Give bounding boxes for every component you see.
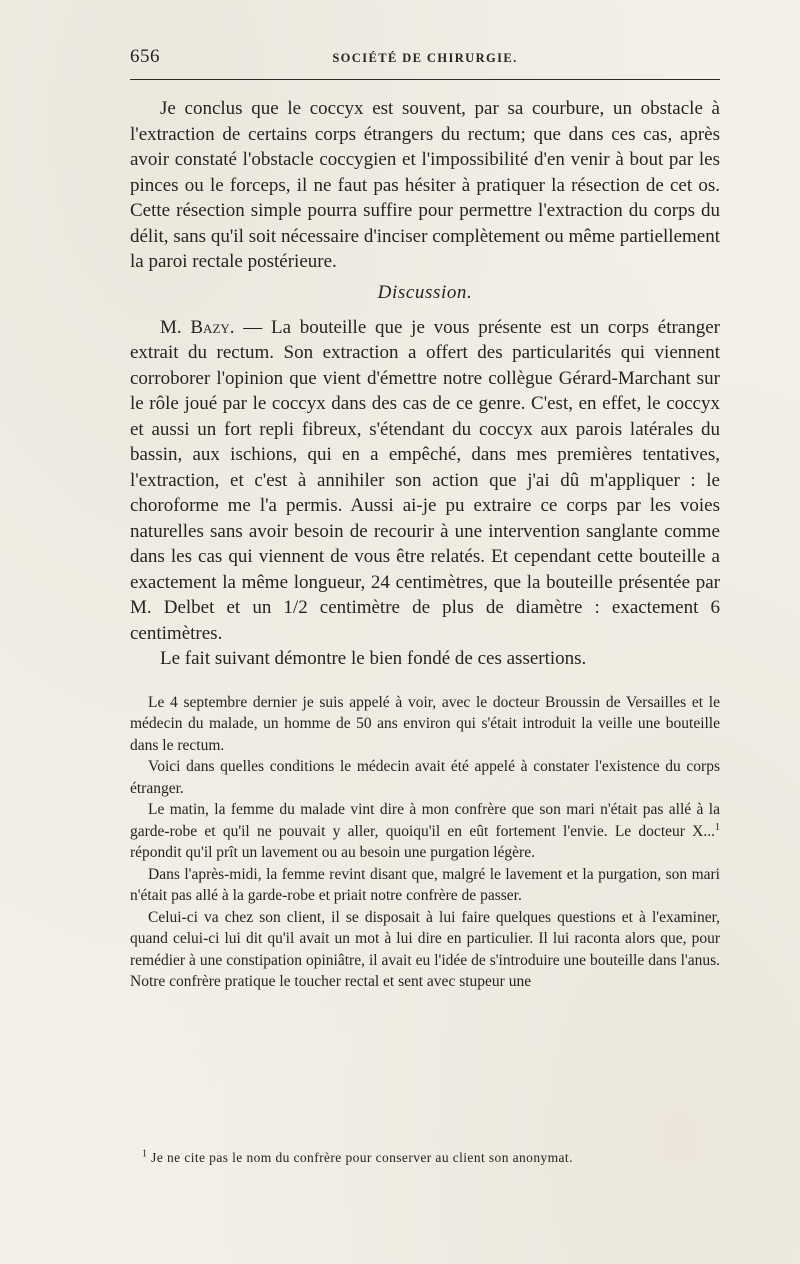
header-rule [130, 79, 720, 80]
running-head: SOCIÉTÉ DE CHIRURGIE. [332, 51, 518, 65]
discussion-text: — La bouteille que je vous présente est un corps étranger extrait du rectum. Son extraction a offert des particularités qui viennent corroborer l'opinion que vient d'émettre notre collègue Gérard-Marchant sur le rôle joué par le coccyx dans des cas de ce genre. C'est, en effet, le coccyx et aussi un fort repli fibreux, s'étendant du coccyx aux parois latérales du bassin, aux ischions, qui en a empêché, dans mes premières tentatives, l'extraction, et c'est à annihiler son action que j'ai dû m'appliquer : le choroforme me l'a permis. Aussi ai-je pu extraire ce corps par les voies naturelles sans avoir besoin de recourir à une intervention sanglante comme dans les cas qui viennent de vous être relatés. Et cependant cette bouteille a exactement la même longueur, 24 centimètres, que la bouteille présentée par M. Delbet et un 1/2 centimètre de plus de diamètre : exactement 6 centimètres. [130, 316, 720, 644]
paragraph-discussion [130, 315, 720, 647]
case-paragraph-3-start: Le matin, la femme du malade vint dire à mon confrère que son mari n'était pas allé à la garde-robe et qu'il ne pouvait y aller, quoiqu'il en eût fortement l'envie. Le docteur X... [130, 801, 720, 840]
case-paragraph-3-end: répondit qu'il prît un lavement ou au besoin une purgation légère. [130, 844, 535, 861]
case-paragraph-4: Dans l'après-midi, la femme revint disant que, malgré le lavement et la purgation, son mari n'était pas allé à la garde-robe et priait notre confrère de passer. [130, 865, 720, 904]
section-heading: Discussion. [377, 281, 473, 303]
case-paragraph-1: Le 4 septembre dernier je suis appelé à voir, avec le docteur Broussin de Versailles et le médecin du malade, un homme de 50 ans environ qui s'était introduit la veille une bouteille dans le rectum. [130, 693, 720, 754]
case-paragraph-5: Celui-ci va chez son client, il se disposait à lui faire quelques questions et à l'examiner, quand celui-ci lui dit qu'il avait un mot à lui dire en particulier. Il lui raconta alors que, pour remédier à une constipation opiniâtre, il avait eu l'idée de s'introduire une bouteille dans l'anus. Notre confrère pratique le toucher rectal et sent avec stupeur une [130, 908, 720, 990]
case-paragraph-2: Voici dans quelles conditions le médecin avait été appelé à constater l'existence du corps étranger. [130, 758, 720, 797]
page-header [130, 46, 720, 70]
case-paragraph-3 [130, 799, 720, 864]
body-text [130, 96, 720, 993]
paragraph-follow: Le fait suivant démontre le bien fondé de ces assertions. [160, 648, 587, 669]
footnote-mark: 1 [142, 1148, 148, 1160]
speaker-name: M. Bazy. [160, 316, 235, 338]
footnote-reference: 1 [715, 821, 720, 833]
footnote-text: Je ne cite pas le nom du confrère pour conserver au client son anonymat. [147, 1150, 573, 1165]
case-report [130, 692, 720, 993]
paragraph-conclusion: Je conclus que le coccyx est souvent, par sa courbure, un obstacle à l'extraction de certains corps étrangers du rectum; que dans ces cas, après avoir constaté l'obstacle coccygien et l'impossibilité d'en venir à bout par les pinces ou le forceps, il ne faut pas hésiter à pratiquer la résection de cet os. Cette résection simple pourra suffire pour permettre l'extraction du corps du délit, sans qu'il soit nécessaire d'inciser complètement ou même partiellement la paroi rectale postérieure. [130, 98, 720, 272]
footnote [142, 1149, 720, 1167]
page-number: 656 [130, 46, 160, 67]
